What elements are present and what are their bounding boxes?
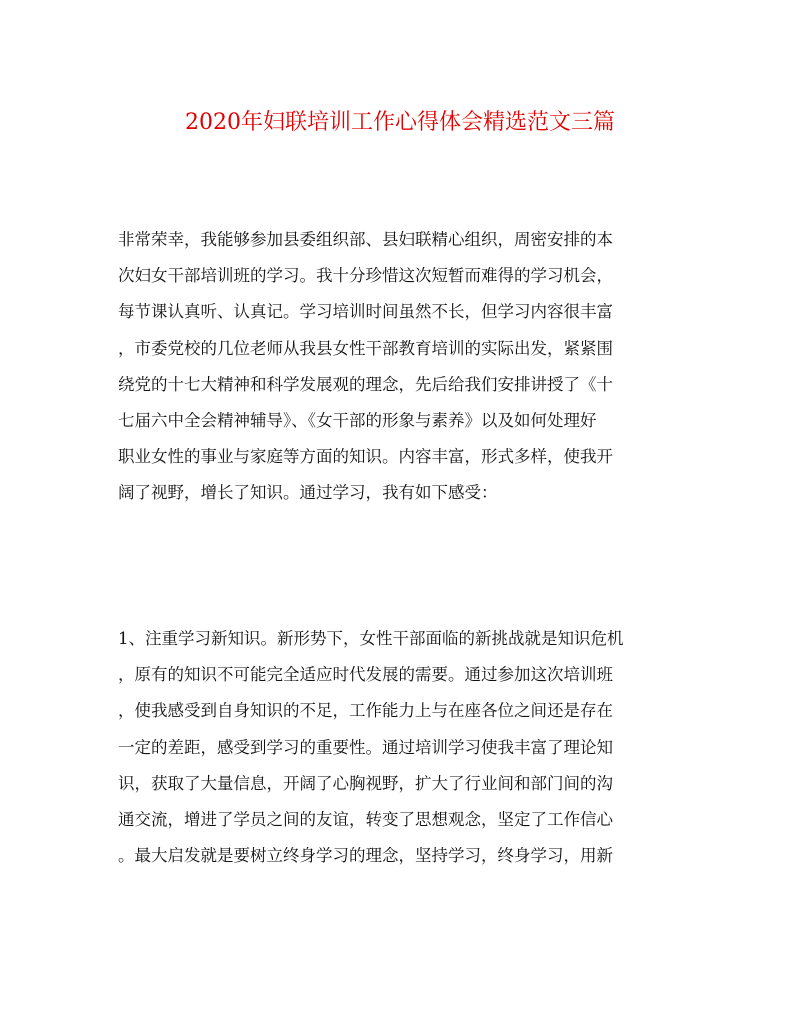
document-title: 2020年妇联培训工作心得体会精选范文三篇	[185, 110, 615, 135]
paragraph-line: ，原有的知识不可能完全适应时代发展的需要。通过参加这次培训班	[118, 665, 613, 685]
paragraph-line: 。最大启发就是要树立终身学习的理念，坚持学习，终身学习，用新	[118, 846, 613, 866]
paragraph-section-1	[118, 621, 682, 874]
paragraph-line: 非常荣幸，我能够参加县委组织部、县妇联精心组织，周密安排的本	[118, 230, 613, 249]
paragraph-line: 一定的差距，感受到学习的重要性。通过培训学习使我丰富了理论知	[118, 737, 613, 757]
paragraph-line: 每节课认真听、认真记。学习培训时间虽然不长，但学习内容很丰富	[118, 302, 613, 322]
paragraph-line: 通交流，增进了学员之间的友谊，转变了思想观念，坚定了工作信心	[118, 809, 613, 829]
paragraph-line: 1、注重学习新知识。新形势下，女性干部面临的新挑战就是知识危机	[118, 629, 624, 648]
paragraph-line: 绕党的十七大精神和科学发展观的理念，先后给我们安排讲授了《十	[118, 374, 613, 394]
paragraph-line: ，使我感受到自身知识的不足，工作能力上与在座各位之间还是存在	[118, 701, 613, 721]
paragraph-line: 职业女性的事业与家庭等方面的知识。内容丰富，形式多样，使我开	[118, 447, 613, 467]
paragraph-line: ，市委党校的几位老师从我县女性干部教育培训的实际出发，紧紧围	[118, 338, 613, 358]
paragraph-line: 七届六中全会精神辅导》、《女干部的形象与素养》以及如何处理好	[118, 410, 597, 430]
paragraph-line: 识，获取了大量信息，开阔了心胸视野，扩大了行业间和部门间的沟	[118, 773, 613, 793]
paragraph-line: 次妇女干部培训班的学习。我十分珍惜这次短暂而难得的学习机会，	[118, 266, 613, 286]
paragraph-intro	[118, 222, 682, 512]
paragraph-line: 阔了视野，增长了知识。通过学习，我有如下感受：	[118, 483, 498, 503]
